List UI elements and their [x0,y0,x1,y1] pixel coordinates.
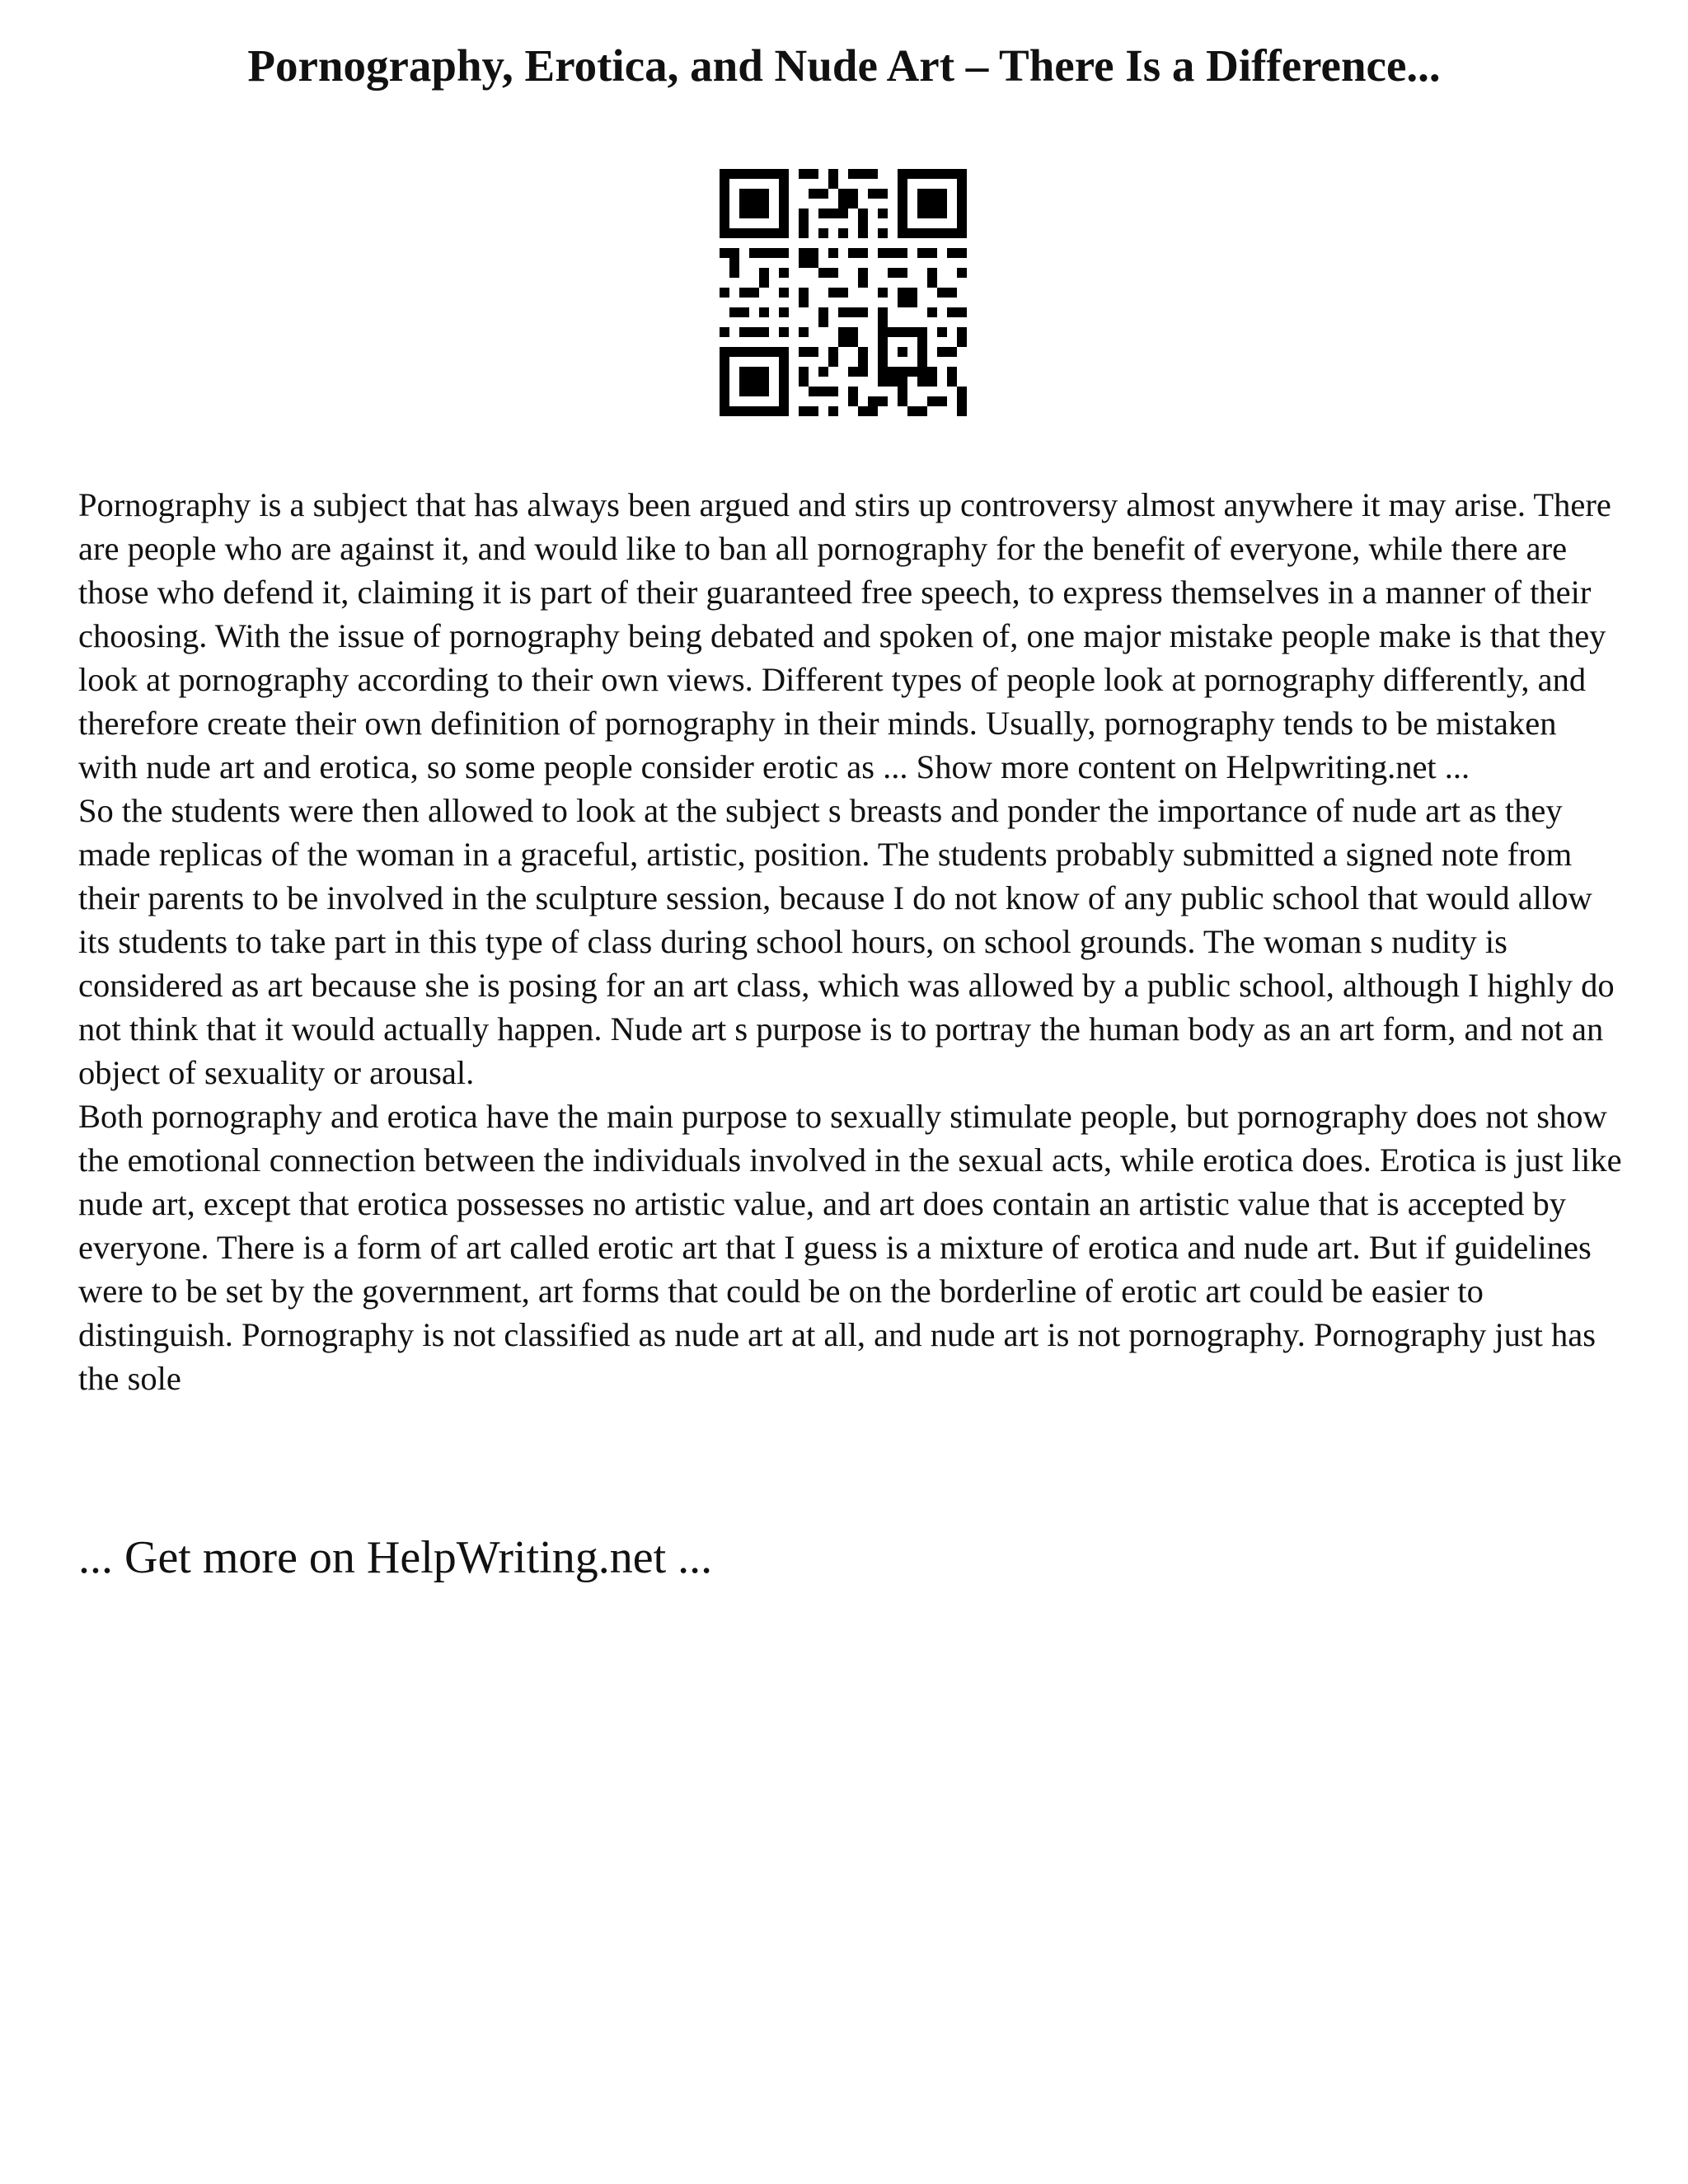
article-body [78,483,1624,1400]
paragraph-2: So the students were then allowed to look at the subject s breasts and ponder the importance of nude art as they made replicas of the woman in a graceful, artistic, position. The students probably submitted a signed note from their parents to be involved in the sculpture session, because I do not know of any public school that would allow its students to take part in this type of class during school hours, on school grounds. The woman s nudity is considered as art because she is posing for an art class, which was allowed by a public school, although I highly do not think that it would actually happen. Nude art s purpose is to portray the human body as an art form, and not an object of sexuality or arousal. [78,792,1615,1091]
paragraph-3: Both pornography and erotica have the main purpose to sexually stimulate people, but pornography does not show the emotional connection between the individuals involved in the sexual acts, while erotica does. Erotica is just like nude art, except that erotica possesses no artistic value, and art does contain an artistic value that is accepted by everyone. There is a form of art called erotic art that I guess is a mixture of erotica and nude art. But if guidelines were to be set by the government, art forms that could be on the borderline of erotic art could be easier to distinguish. Pornography is not classified as nude art at all, and nude art is not pornography. Pornography just has the sole [78,1098,1622,1397]
paragraph-1: Pornography is a subject that has always been argued and stirs up controversy almost anywhere it may arise. There are people who are against it, and would like to ban all pornography for the benefit of everyone, while there are those who defend it, claiming it is part of their guaranteed free speech, to express themselves in a manner of their choosing. With the issue of pornography being debated and spoken of, one major mistake people make is that they look at pornography according to their own views. Different types of people look at pornography differently, and therefore create their own definition of pornography in their minds. Usually, pornography tends to be mistaken with nude art and erotica, so some people consider erotic as ... Show more content on Helpwriting.net ... [78,486,1611,785]
page-title: Pornography, Erotica, and Nude Art – There Is a Difference... [247,40,1441,91]
get-more-link[interactable]: ... Get more on HelpWriting.net ... [78,1532,713,1583]
qr-code-icon [720,169,967,416]
